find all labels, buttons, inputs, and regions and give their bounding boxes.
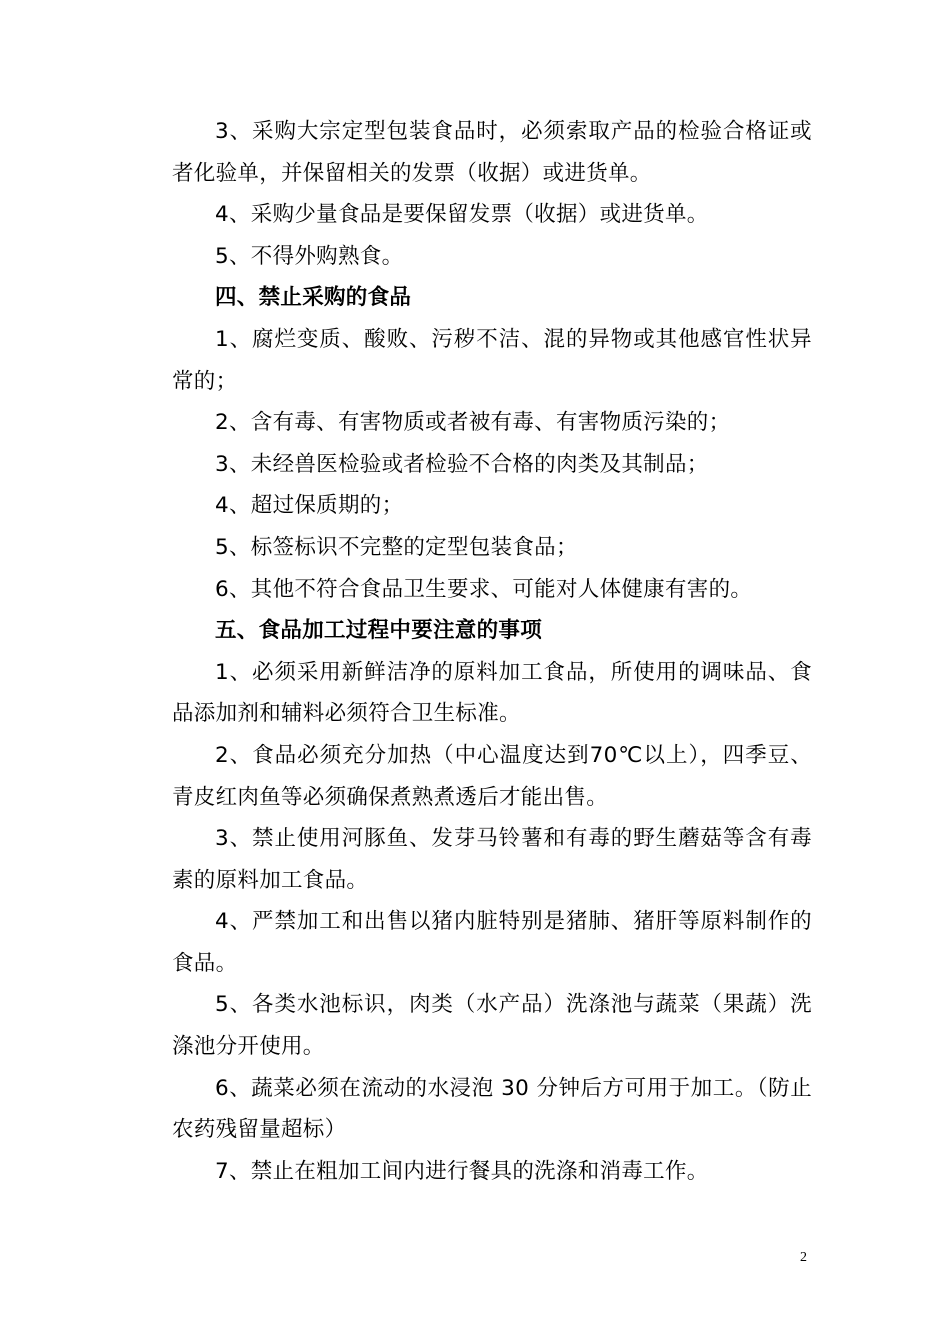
paragraph-processing-item-6: 6、蔬菜必须在流动的水浸泡 30 分钟后方可用于加工。（防止农药残留量超标） bbox=[172, 1075, 812, 1143]
paragraph-processing-item-2: 2、食品必须充分加热（中心温度达到70℃以上），四季豆、青皮红肉鱼等必须确保煮熟煮透后才能出售。 bbox=[172, 742, 812, 810]
paragraph-processing-item-5: 5、各类水池标识，肉类（水产品）洗涤池与蔬菜（果蔬）洗涤池分开使用。 bbox=[172, 992, 812, 1060]
paragraph-processing-item-4: 4、严禁加工和出售以猪内脏特别是猪肺、猪肝等原料制作的食品。 bbox=[172, 909, 812, 976]
paragraph-processing-item-3: 3、禁止使用河豚鱼、发芽马铃薯和有毒的野生蘑菇等含有毒素的原料加工食品。 bbox=[172, 826, 812, 893]
paragraph-processing-item-7: 7、禁止在粗加工间内进行餐具的洗涤和消毒工作。 bbox=[215, 1158, 709, 1184]
document-body bbox=[172, 111, 812, 1192]
paragraph-prohibited-item-2: 2、含有毒、有害物质或者被有毒、有害物质污染的； bbox=[215, 410, 731, 436]
paragraph-processing-item-1: 1、必须采用新鲜洁净的原料加工食品，所使用的调味品、食品添加剂和辅料必须符合卫生标准。 bbox=[172, 659, 812, 727]
paragraph-prohibited-item-4: 4、超过保质期的； bbox=[215, 493, 404, 519]
section-heading-processing-notes: 五、食品加工过程中要注意的事项 bbox=[215, 618, 543, 644]
paragraph-prohibited-item-5: 5、标签标识不完整的定型包装食品； bbox=[215, 534, 578, 560]
paragraph-prohibited-item-6: 6、其他不符合食品卫生要求、可能对人体健康有害的。 bbox=[215, 576, 753, 602]
paragraph-prohibited-item-1: 1、腐烂变质、酸败、污秽不洁、混的异物或其他感官性状异常的； bbox=[172, 326, 812, 394]
paragraph-prohibited-item-3: 3、未经兽医检验或者检验不合格的肉类及其制品； bbox=[215, 451, 709, 477]
paragraph-item-5-no-cooked-food: 5、不得外购熟食。 bbox=[215, 243, 404, 269]
section-heading-prohibited-foods: 四、禁止采购的食品 bbox=[215, 285, 412, 311]
paragraph-item-4-small-quantity: 4、采购少量食品是要保留发票（收据）或进货单。 bbox=[215, 202, 709, 228]
paragraph-item-3-bulk-packaged-food: 3、采购大宗定型包装食品时，必须索取产品的检验合格证或者化验单，并保留相关的发票（收据）或进货单。 bbox=[172, 119, 812, 186]
page-number: 2 bbox=[800, 1250, 807, 1265]
